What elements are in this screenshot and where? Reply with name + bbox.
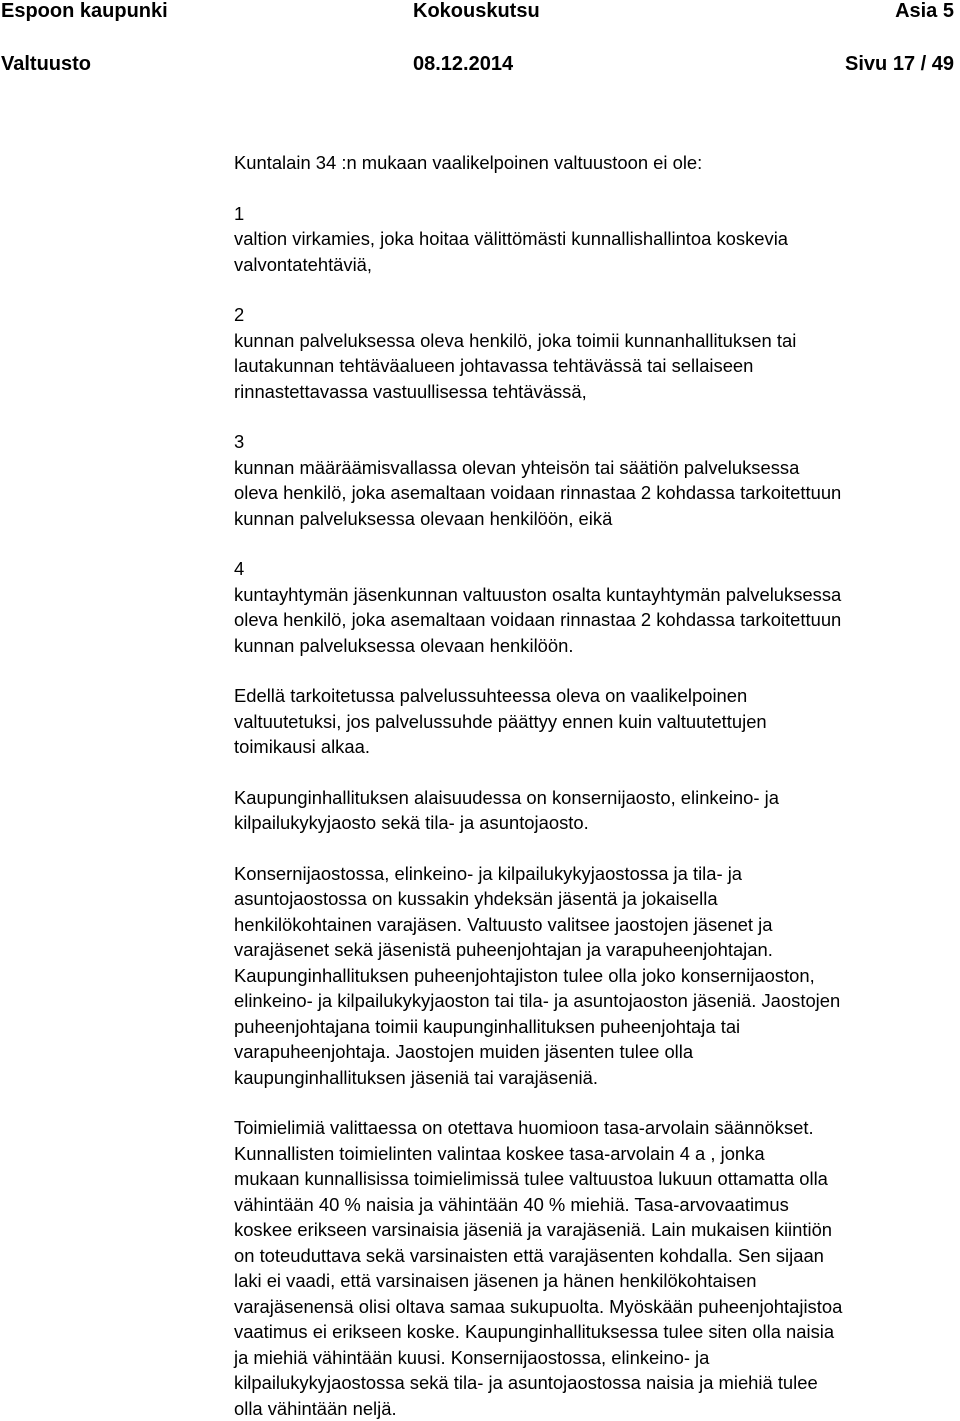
page-header-row-2 <box>0 51 954 77</box>
text-line: varapuheenjohtaja. Jaostojen muiden jäsenten tulee olla <box>234 1039 958 1065</box>
text-line: valtion virkamies, joka hoitaa välittömästi kunnallishallintoa koskevia <box>234 226 958 252</box>
text-line: olla vähintään neljä. <box>234 1396 958 1421</box>
text-line: elinkeino- ja kilpailukykyjaoston tai tila- ja asuntojaoston jäseniä. Jaostojen <box>234 988 958 1014</box>
text-line: varajäsenet sekä jäsenistä puheenjohtajan ja varapuheenjohtajan. <box>234 937 958 963</box>
text-line: kaupunginhallituksen jäseniä tai varajäseniä. <box>234 1065 958 1091</box>
text-line: lautakunnan tehtäväalueen johtavassa tehtävässä tai sellaiseen <box>234 353 958 379</box>
text-line: Konsernijaostossa, elinkeino- ja kilpailukykyjaostossa ja tila- ja <box>234 861 958 887</box>
text-line: kilpailukykyjaosto sekä tila- ja asuntojaosto. <box>234 810 958 836</box>
paragraph <box>234 150 958 176</box>
text-line: 1 <box>234 201 958 227</box>
text-line: on toteuduttava sekä varsinaisten että varajäsenten kohdalla. Sen sijaan <box>234 1243 958 1269</box>
text-line: oleva henkilö, joka asemaltaan voidaan rinnastaa 2 kohdassa tarkoitettuun <box>234 480 958 506</box>
paragraph <box>234 1115 958 1421</box>
text-line: kunnan palveluksessa oleva henkilö, joka toimii kunnanhallituksen tai <box>234 328 958 354</box>
text-line: oleva henkilö, joka asemaltaan voidaan rinnastaa 2 kohdassa tarkoitettuun <box>234 607 958 633</box>
text-line: toimikausi alkaa. <box>234 734 958 760</box>
text-line: 3 <box>234 429 958 455</box>
text-line: vaatimus ei erikseen koske. Kaupunginhallituksessa tulee siten olla naisia <box>234 1319 958 1345</box>
text-line: puheenjohtajana toimii kaupunginhallituksen puheenjohtaja tai <box>234 1014 958 1040</box>
text-line: Toimielimiä valittaessa on otettava huomioon tasa-arvolain säännökset. <box>234 1115 958 1141</box>
paragraph <box>234 429 958 531</box>
meeting-body: Valtuusto <box>1 51 91 77</box>
text-line: Kaupunginhallituksen puheenjohtajiston tulee olla joko konsernijaoston, <box>234 963 958 989</box>
paragraph <box>234 201 958 278</box>
meeting-date: 08.12.2014 <box>413 51 513 77</box>
paragraph <box>234 861 958 1091</box>
text-line: henkilökohtainen varajäsen. Valtuusto valitsee jaostojen jäsenet ja <box>234 912 958 938</box>
text-line: kunnan palveluksessa olevaan henkilöön. <box>234 633 958 659</box>
text-line: koskee erikseen varsinaisia jäseniä ja varajäseniä. Lain mukaisen kiintiön <box>234 1217 958 1243</box>
paragraph <box>234 556 958 658</box>
organization-name: Espoon kaupunki <box>1 0 168 24</box>
paragraph <box>234 683 958 760</box>
text-line: 2 <box>234 302 958 328</box>
text-line: mukaan kunnallisissa toimielimissä tulee valtuustoa lukuun ottamatta olla <box>234 1166 958 1192</box>
paragraph <box>234 785 958 836</box>
paragraph <box>234 302 958 404</box>
text-line: varajäsenensä olisi oltava samaa sukupuolta. Myöskään puheenjohtajistoa <box>234 1294 958 1320</box>
text-line: kilpailukykyjaostossa sekä tila- ja asuntojaostossa naisia ja miehiä tulee <box>234 1370 958 1396</box>
text-line: ja miehiä vähintään kuusi. Konsernijaostossa, elinkeino- ja <box>234 1345 958 1371</box>
page-header-row-1 <box>0 0 954 24</box>
page-number: Sivu 17 / 49 <box>845 51 954 77</box>
text-line: Kuntalain 34 :n mukaan vaalikelpoinen valtuustoon ei ole: <box>234 150 958 176</box>
text-line: asuntojaostossa on kussakin yhdeksän jäsentä ja jokaisella <box>234 886 958 912</box>
text-line: kunnan palveluksessa olevaan henkilöön, eikä <box>234 506 958 532</box>
text-line: rinnastettavassa vastuullisessa tehtävässä, <box>234 379 958 405</box>
text-line: valtuutetuksi, jos palvelussuhde päättyy ennen kuin valtuutettujen <box>234 709 958 735</box>
document-body <box>234 150 958 1421</box>
document-type: Kokouskutsu <box>413 0 540 24</box>
text-line: 4 <box>234 556 958 582</box>
text-line: Kunnallisten toimielinten valintaa koskee tasa-arvolain 4 a , jonka <box>234 1141 958 1167</box>
text-line: kuntayhtymän jäsenkunnan valtuuston osalta kuntayhtymän palveluksessa <box>234 582 958 608</box>
text-line: Kaupunginhallituksen alaisuudessa on konsernijaosto, elinkeino- ja <box>234 785 958 811</box>
text-line: vähintään 40 % naisia ja vähintään 40 % miehiä. Tasa-arvovaatimus <box>234 1192 958 1218</box>
text-line: kunnan määräämisvallassa olevan yhteisön tai säätiön palveluksessa <box>234 455 958 481</box>
agenda-item: Asia 5 <box>895 0 954 24</box>
text-line: valvontatehtäviä, <box>234 252 958 278</box>
text-line: Edellä tarkoitetussa palvelussuhteessa oleva on vaalikelpoinen <box>234 683 958 709</box>
text-line: laki ei vaadi, että varsinaisen jäsenen ja hänen henkilökohtaisen <box>234 1268 958 1294</box>
